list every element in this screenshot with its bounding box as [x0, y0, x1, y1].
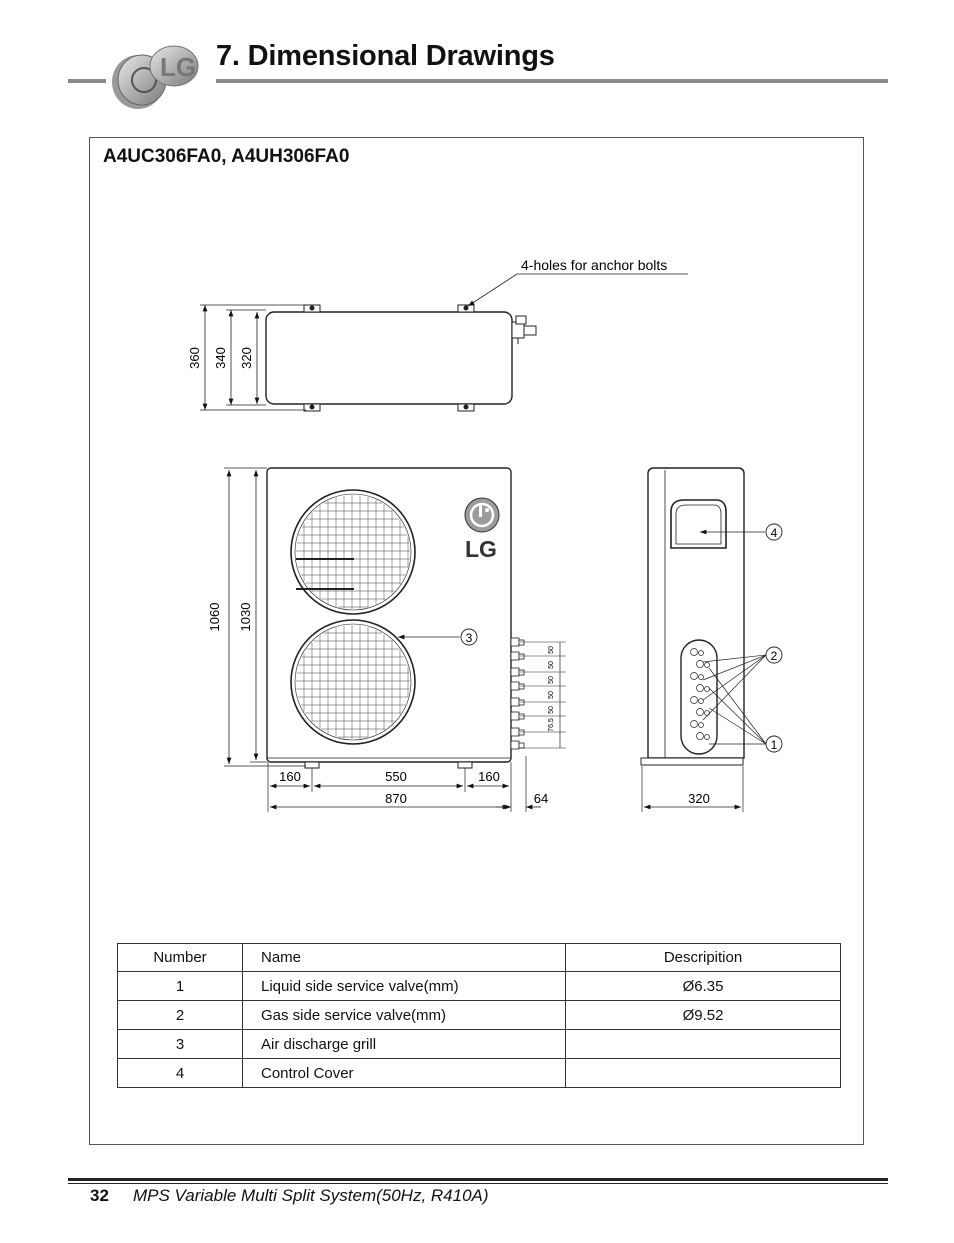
dim-160-right: 160 — [478, 769, 500, 784]
logo-lg-text: LG — [160, 52, 197, 82]
valve-spacing-label: 50 — [548, 691, 555, 699]
anchor-bolts-note: 4-holes for anchor bolts — [521, 257, 668, 273]
dim-340: 340 — [213, 347, 228, 369]
cell-name: Control Cover — [243, 1059, 566, 1088]
valve-spacing-label: 50 — [548, 706, 555, 714]
dim-1060: 1060 — [207, 602, 222, 632]
valve-spacing-label: 50 — [548, 676, 555, 684]
service-valves — [511, 638, 524, 749]
callout-1: 1 — [770, 738, 778, 752]
cell-number: 3 — [118, 1030, 243, 1059]
cell-description: Ø9.52 — [566, 1001, 841, 1030]
table-row — [118, 1030, 841, 1059]
valve-spacing-dims — [520, 642, 566, 748]
table-row — [118, 1059, 841, 1088]
valve-spacing-label: 76.5 — [548, 718, 555, 732]
page-title: 7. Dimensional Drawings — [216, 40, 555, 72]
header-name: Name — [243, 944, 566, 972]
table-row — [118, 1001, 841, 1030]
cell-number: 1 — [118, 972, 243, 1001]
header-number: Number — [118, 944, 243, 972]
cell-description — [566, 1030, 841, 1059]
footer-rule-thin — [68, 1183, 888, 1184]
dim-160-left: 160 — [279, 769, 301, 784]
callout-4: 4 — [770, 526, 778, 540]
component-table — [117, 943, 841, 1088]
fan-bar — [296, 588, 354, 590]
table-header-row — [118, 944, 841, 972]
dim-64: 64 — [533, 791, 549, 806]
fan-bar — [296, 558, 354, 560]
lg-front-logo-icon — [465, 498, 499, 532]
dim-870: 870 — [385, 791, 407, 806]
dim-320-side: 320 — [688, 791, 710, 806]
callout-2: 2 — [770, 649, 778, 663]
footer-title: MPS Variable Multi Split System(50Hz, R410A) — [133, 1186, 489, 1205]
cell-number: 2 — [118, 1001, 243, 1030]
dim-1030: 1030 — [238, 602, 253, 632]
dim-360: 360 — [187, 347, 202, 369]
dim-550: 550 — [385, 769, 407, 784]
valve-spacing-label: 50 — [548, 661, 555, 669]
header-description: Descripition — [566, 944, 841, 972]
callout-3: 3 — [465, 631, 473, 645]
model-title: A4UC306FA0, A4UH306FA0 — [103, 146, 350, 167]
cell-description: Ø6.35 — [566, 972, 841, 1001]
page-number: 32 — [90, 1186, 109, 1205]
lg-front-logo-text: LG — [465, 536, 497, 562]
dim-320-top: 320 — [239, 347, 254, 369]
cell-name: Air discharge grill — [243, 1030, 566, 1059]
table-row — [118, 972, 841, 1001]
valve-spacing-label: 50 — [548, 646, 555, 654]
cell-number: 4 — [118, 1059, 243, 1088]
cell-name: Liquid side service valve(mm) — [243, 972, 566, 1001]
footer-rule — [68, 1178, 888, 1181]
cell-name: Gas side service valve(mm) — [243, 1001, 566, 1030]
cell-description — [566, 1059, 841, 1088]
